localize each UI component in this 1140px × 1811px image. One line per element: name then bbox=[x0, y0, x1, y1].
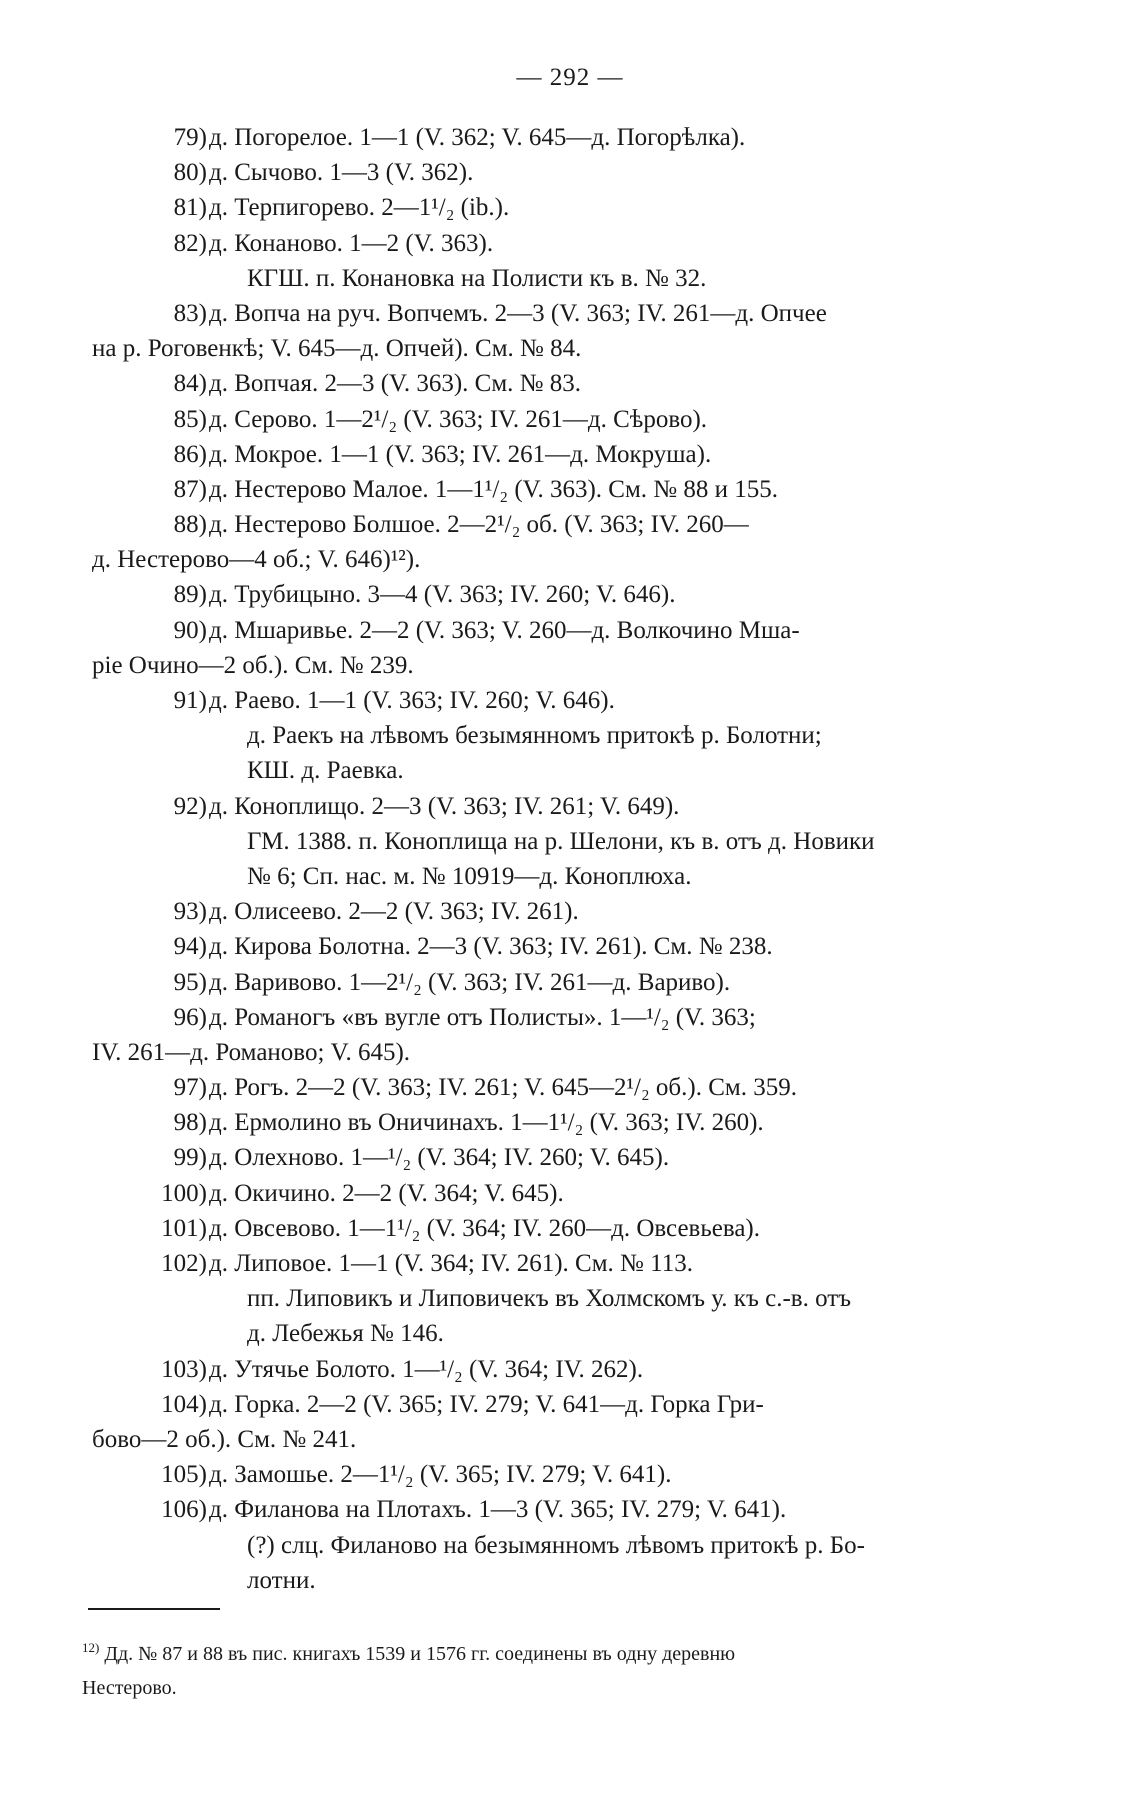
entry-line bbox=[92, 859, 1067, 894]
entry-list bbox=[92, 120, 1067, 1598]
entry-text: д. Нестерово Малое. 1—1¹/₂ (V. 363). См. № 88 и 155. bbox=[209, 475, 779, 503]
entry-line bbox=[92, 965, 1067, 1000]
entry-number: 91) bbox=[173, 687, 207, 714]
entry-line bbox=[92, 402, 1067, 437]
entry-line bbox=[92, 1105, 1067, 1140]
entry-line bbox=[92, 1316, 1067, 1351]
entry-number: 95) bbox=[173, 968, 207, 996]
entry-text: д. Замошье. 2—1¹/₂ (V. 365; IV. 279; V. 641). bbox=[209, 1461, 672, 1489]
entry-line bbox=[92, 1563, 1067, 1598]
entry-text: д. Терпигорево. 2—1¹/₂ (ib.). bbox=[209, 194, 510, 222]
entry-continuation: IV. 261—д. Романово; V. 645). bbox=[92, 1038, 411, 1066]
entry-line bbox=[92, 894, 1067, 929]
entry-line bbox=[92, 155, 1067, 190]
entry-line bbox=[92, 824, 1067, 859]
entry-line bbox=[92, 683, 1067, 718]
entry-line bbox=[92, 1035, 1067, 1070]
entry-text: д. Мшаривье. 2—2 (V. 363; V. 260—д. Волкочино Мша- bbox=[209, 616, 800, 644]
entry-number: 90) bbox=[173, 616, 207, 644]
entry-text: д. Коноплищо. 2—3 (V. 363; IV. 261; V. 649). bbox=[209, 792, 680, 820]
entry-line bbox=[92, 190, 1067, 225]
entry-line bbox=[92, 366, 1067, 401]
entry-text: д. Сычово. 1—3 (V. 362). bbox=[209, 159, 474, 187]
entry-note: ГМ. 1388. п. Коноплища на р. Шелони, къ в. отъ д. Новики bbox=[247, 827, 875, 855]
entry-text: д. Рогъ. 2—2 (V. 363; IV. 261; V. 645—2¹/₂ об.). См. 359. bbox=[209, 1074, 797, 1102]
entry-number: 103) bbox=[161, 1355, 207, 1383]
entry-text: д. Трубицыно. 3—4 (V. 363; IV. 260; V. 646). bbox=[209, 581, 676, 609]
entry-note: (?) слц. Филаново на безымянномъ лѣвомъ притокѣ р. Бо- bbox=[247, 1531, 865, 1559]
entry-number: 98) bbox=[173, 1109, 207, 1137]
entry-line bbox=[92, 1281, 1067, 1316]
entry-number: 94) bbox=[173, 933, 207, 961]
entry-line bbox=[92, 718, 1067, 753]
entry-line bbox=[92, 1140, 1067, 1175]
footnote-rule bbox=[88, 1608, 220, 1610]
entry-text: д. Погорелое. 1—1 (V. 362; V. 645—д. Погорѣлка). bbox=[209, 124, 746, 151]
entry-text: д. Горка. 2—2 (V. 365; IV. 279; V. 641—д. Горка Гри- bbox=[209, 1390, 764, 1418]
entry-number: 99) bbox=[173, 1144, 207, 1172]
entry-text: д. Романогъ «въ вугле отъ Полисты». 1—¹/₂ (V. 363; bbox=[209, 1003, 756, 1031]
entry-line bbox=[92, 753, 1067, 788]
entry-line bbox=[92, 1492, 1067, 1527]
entry-text: д. Олехново. 1—¹/₂ (V. 364; IV. 260; V. 645). bbox=[209, 1144, 670, 1172]
entry-note: д. Раекъ на лѣвомъ безымянномъ притокѣ р. Болотни; bbox=[247, 722, 822, 750]
entry-text: д. Утячье Болото. 1—¹/₂ (V. 364; IV. 262). bbox=[209, 1355, 644, 1383]
entry-line bbox=[92, 1246, 1067, 1281]
entry-line bbox=[92, 1457, 1067, 1492]
entry-line bbox=[92, 1000, 1067, 1035]
entry-text: д. Мокрое. 1—1 (V. 363; IV. 261—д. Мокруша). bbox=[209, 440, 712, 468]
entry-text: д. Овсевово. 1—1¹/₂ (V. 364; IV. 260—д. Овсевьева). bbox=[209, 1214, 760, 1242]
entry-line bbox=[92, 542, 1067, 577]
entry-number: 83) bbox=[173, 299, 207, 327]
entry-note: лотни. bbox=[247, 1566, 316, 1594]
footnote-line-1 bbox=[82, 1638, 1072, 1672]
entry-number: 86) bbox=[173, 440, 207, 468]
entry-number: 87) bbox=[173, 475, 207, 503]
entry-number: 79) bbox=[173, 124, 207, 151]
entry-note: КШ. д. Раевка. bbox=[247, 757, 404, 785]
entry-line bbox=[92, 226, 1067, 261]
entry-note: д. Лебежья № 146. bbox=[247, 1320, 444, 1348]
entry-number: 89) bbox=[173, 581, 207, 609]
entry-number: 81) bbox=[173, 194, 207, 222]
entry-line bbox=[92, 1422, 1067, 1457]
entry-note: КГШ. п. Конановка на Полисти къ в. № 32. bbox=[247, 264, 707, 292]
footnote bbox=[82, 1638, 1072, 1705]
entry-line bbox=[92, 1387, 1067, 1422]
entry-text: д. Вопча на руч. Вопчемъ. 2—3 (V. 363; IV. 261—д. Опчее bbox=[209, 299, 827, 327]
entry-line bbox=[92, 613, 1067, 648]
page-number: — 292 — bbox=[516, 64, 624, 91]
entry-number: 80) bbox=[173, 159, 207, 187]
entry-number: 105) bbox=[161, 1461, 207, 1489]
entry-line bbox=[92, 331, 1067, 366]
entry-text: д. Конаново. 1—2 (V. 363). bbox=[209, 229, 494, 257]
entry-line bbox=[92, 1352, 1067, 1387]
entry-line bbox=[92, 929, 1067, 964]
entry-text: д. Филанова на Плотахъ. 1—3 (V. 365; IV. 279; V. 641). bbox=[209, 1496, 787, 1524]
entry-line bbox=[92, 120, 1067, 155]
entry-note: № 6; Сп. нас. м. № 10919—д. Коноплюха. bbox=[247, 862, 692, 890]
entry-number: 88) bbox=[173, 511, 207, 539]
entry-text: д. Окичино. 2—2 (V. 364; V. 645). bbox=[209, 1179, 564, 1207]
footnote-text-1: Дд. № 87 и 88 въ пис. книгахъ 1539 и 1576 гг. соединены въ одну деревню bbox=[104, 1643, 736, 1665]
entry-continuation: д. Нестерово—4 об.; V. 646)¹²). bbox=[92, 546, 421, 574]
entry-number: 102) bbox=[161, 1250, 207, 1277]
entry-number: 85) bbox=[173, 405, 207, 433]
entry-line bbox=[92, 437, 1067, 472]
entry-number: 100) bbox=[161, 1179, 207, 1207]
entry-number: 84) bbox=[173, 370, 207, 398]
entry-continuation: ріе Очино—2 об.). См. № 239. bbox=[92, 651, 414, 679]
entry-line bbox=[92, 507, 1067, 542]
entry-text: д. Вопчая. 2—3 (V. 363). См. № 83. bbox=[209, 370, 582, 398]
entry-text: д. Олисеево. 2—2 (V. 363; IV. 261). bbox=[209, 898, 579, 926]
entry-line bbox=[92, 261, 1067, 296]
entry-text: д. Серово. 1—2¹/₂ (V. 363; IV. 261—д. Сѣрово). bbox=[209, 405, 708, 433]
footnote-line-2: Нестерово. bbox=[82, 1677, 177, 1699]
entry-number: 93) bbox=[173, 898, 207, 926]
entry-line bbox=[92, 789, 1067, 824]
entry-line bbox=[92, 296, 1067, 331]
entry-text: д. Раево. 1—1 (V. 363; IV. 260; V. 646). bbox=[209, 687, 615, 714]
footnote-mark: 12) bbox=[82, 1640, 100, 1655]
entry-line bbox=[92, 472, 1067, 507]
entry-number: 92) bbox=[173, 792, 207, 820]
entry-number: 96) bbox=[173, 1003, 207, 1031]
entry-text: д. Кирова Болотна. 2—3 (V. 363; IV. 261). См. № 238. bbox=[209, 933, 773, 961]
entry-line bbox=[92, 648, 1067, 683]
entry-text: д. Варивово. 1—2¹/₂ (V. 363; IV. 261—д. Вариво). bbox=[209, 968, 731, 996]
entry-number: 82) bbox=[173, 229, 207, 257]
entry-line bbox=[92, 577, 1067, 612]
entry-text: д. Ермолино въ Оничинахъ. 1—1¹/₂ (V. 363; IV. 260). bbox=[209, 1109, 764, 1137]
entry-line bbox=[92, 1176, 1067, 1211]
entry-number: 106) bbox=[161, 1496, 207, 1524]
entry-note: пп. Липовикъ и Липовичекъ въ Холмскомъ у. къ с.-в. отъ bbox=[247, 1285, 852, 1313]
entry-number: 97) bbox=[173, 1074, 207, 1102]
entry-line bbox=[92, 1528, 1067, 1563]
entry-line bbox=[92, 1211, 1067, 1246]
entry-text: д. Липовое. 1—1 (V. 364; IV. 261). См. № 113. bbox=[209, 1250, 693, 1277]
entry-continuation: бово—2 об.). См. № 241. bbox=[92, 1425, 357, 1453]
entry-number: 104) bbox=[161, 1390, 207, 1418]
entry-number: 101) bbox=[161, 1214, 207, 1242]
entry-continuation: на р. Роговенкѣ; V. 645—д. Опчей). См. № 84. bbox=[92, 335, 582, 363]
entry-text: д. Нестерово Болшое. 2—2¹/₂ об. (V. 363; IV. 260— bbox=[209, 511, 749, 539]
entry-line bbox=[92, 1070, 1067, 1105]
